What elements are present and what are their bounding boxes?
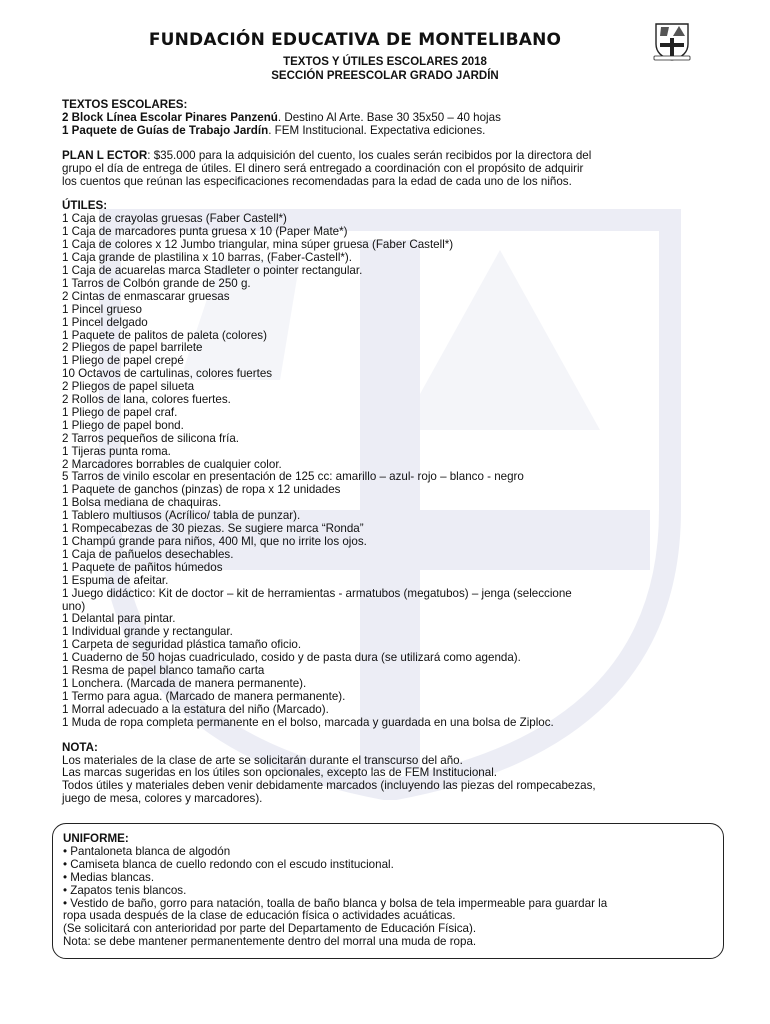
utiles-list-item: 1 Caja de colores x 12 Jumbo triangular, mina súper gruesa (Faber Castell*) <box>62 238 454 252</box>
utiles-list-item: 2 Pliegos de papel silueta <box>62 380 195 394</box>
utiles-list-item: 1 Pliego de papel crepé <box>62 354 184 368</box>
utiles-list-item: 1 Carpeta de seguridad plástica tamaño oficio. <box>62 638 302 652</box>
plan-lector-line: los cuentos que reúnan las especificaciones recomendadas para la edad de cada uno de los niños. <box>62 174 572 188</box>
subtitle-section: SECCIÓN PREESCOLAR GRADO JARDÍN <box>271 70 499 82</box>
utiles-list-item: uno) <box>62 599 86 613</box>
uniforme-content <box>63 833 721 949</box>
uniforme-list-item: ropa usada después de la clase de educación física o actividades acuáticas. <box>63 909 456 923</box>
utiles-list-item: 1 Juego didáctico: Kit de doctor – kit de herramientas - armatubos (megatubos) – jenga (seleccione <box>62 586 572 600</box>
utiles-list-item: 1 Termo para agua. (Marcado de manera permanente). <box>62 689 346 703</box>
plan-lector-paragraph <box>62 150 722 163</box>
utiles-list-item: 1 Caja de crayolas gruesas (Faber Castell*) <box>62 212 287 226</box>
nota-line: juego de mesa, colores y marcadores). <box>62 792 263 806</box>
uniforme-heading: UNIFORME: <box>63 832 129 845</box>
utiles-list-item: 2 Cintas de enmascarar gruesas <box>62 289 230 303</box>
utiles-list-item: 1 Pliego de papel bond. <box>62 418 184 432</box>
nota-line: Las marcas sugeridas en los útiles son opcionales, excepto las de FEM Institucional. <box>62 766 497 780</box>
uniforme-list-item: • Pantaloneta blanca de algodón <box>63 844 231 858</box>
utiles-list-item: 1 Pincel grueso <box>62 302 142 316</box>
utiles-list-item: 2 Pliegos de papel barrilete <box>62 341 203 355</box>
utiles-list-item: 1 Cuaderno de 50 hojas cuadriculado, cosido y de pasta dura (se utilizará como agenda). <box>62 651 521 665</box>
uniforme-list-item: • Vestido de baño, gorro para natación, toalla de baño blanca y bolsa de tela impermeable para guardar la <box>63 896 608 910</box>
utiles-list-item: 1 Rompecabezas de 30 piezas. Se sugiere marca “Ronda” <box>62 522 364 536</box>
utiles-list <box>62 213 722 729</box>
utiles-list-item: 1 Pliego de papel craf. <box>62 405 178 419</box>
subtitle-year: TEXTOS Y ÚTILES ESCOLARES 2018 <box>283 56 487 68</box>
utiles-list-item: 2 Tarros pequeños de silicona fría. <box>62 431 240 445</box>
utiles-list-item: 1 Paquete de ganchos (pinzas) de ropa x 12 unidades <box>62 483 341 497</box>
utiles-list-item: 1 Morral adecuado a la estatura del niño (Marcado). <box>62 702 329 716</box>
utiles-list-item: 1 Caja grande de plastilina x 10 barras, (Faber-Castell*). <box>62 251 352 265</box>
textos-heading: TEXTOS ESCOLARES: <box>62 98 188 111</box>
utiles-list-item: 1 Caja de pañuelos desechables. <box>62 547 234 561</box>
plan-lector-label: PLAN L ECTOR <box>62 148 148 162</box>
utiles-list-item: 1 Paquete de palitos de paleta (colores) <box>62 328 267 342</box>
plan-lector-text: : $35.000 para la adquisición del cuento, los cuales serán recibidos por la directora del <box>147 148 592 162</box>
utiles-list-item: 1 Tarros de Colbón grande de 250 g. <box>62 276 251 290</box>
uniforme-list <box>63 846 721 949</box>
page-title: FUNDACIÓN EDUCATIVA DE MONTELIBANO <box>148 30 562 50</box>
nota-list <box>62 755 722 807</box>
utiles-list-item: 1 Caja de acuarelas marca Stadleter o pointer rectangular. <box>62 263 363 277</box>
utiles-list-item: 1 Bolsa mediana de chaquiras. <box>62 496 222 510</box>
utiles-list-item: 2 Rollos de lana, colores fuertes. <box>62 393 231 407</box>
textos-item <box>62 125 722 138</box>
utiles-list-item: 1 Paquete de pañitos húmedos <box>62 560 223 574</box>
textos-item-title: 1 Paquete de Guías de Trabajo Jardín <box>62 123 269 137</box>
nota-line: Los materiales de la clase de arte se solicitarán durante el transcurso del año. <box>62 753 463 767</box>
utiles-list-item: 1 Delantal para pintar. <box>62 612 176 626</box>
nota-line: Todos útiles y materiales deben venir debidamente marcados (incluyendo las piezas del rompecabezas, <box>62 779 596 793</box>
utiles-list-item: 1 Espuma de afeitar. <box>62 573 169 587</box>
uniforme-list-item: (Se solicitará con anterioridad por parte del Departamento de Educación Física). <box>63 922 477 936</box>
utiles-list-item: 1 Pincel delgado <box>62 315 148 329</box>
utiles-list-item: 10 Octavos de cartulinas, colores fuertes <box>62 367 273 381</box>
utiles-list-item: 1 Muda de ropa completa permanente en el bolso, marcada y guardada en una bolsa de Ziploc. <box>62 715 554 729</box>
uniforme-list-item: • Medias blancas. <box>63 870 155 884</box>
textos-item-title: 2 Block Línea Escolar Pinares Panzenú <box>62 110 278 124</box>
utiles-heading: ÚTILES: <box>62 199 108 213</box>
uniforme-list-item: • Camiseta blanca de cuello redondo con el escudo institucional. <box>63 857 394 871</box>
utiles-list-item: 1 Tijeras punta roma. <box>62 444 171 458</box>
main-content <box>62 99 722 806</box>
textos-item-detail: . Destino Al Arte. Base 30 35x50 – 40 hojas <box>277 110 501 124</box>
plan-lector-line: grupo el día de entrega de útiles. El dinero será entregado a coordinación con el propósito de adquirir <box>62 161 584 175</box>
utiles-list-item: 1 Individual grande y rectangular. <box>62 625 233 639</box>
utiles-list-item: 1 Tablero multiusos (Acrílico/ tabla de punzar). <box>62 509 301 523</box>
utiles-list-item: 1 Resma de papel blanco tamaño carta <box>62 664 265 678</box>
utiles-list-item: 1 Champú grande para niños, 400 Ml, que no irrite los ojos. <box>62 535 367 548</box>
uniforme-list-item: Nota: se debe mantener permanentemente dentro del morral una muda de ropa. <box>63 935 477 949</box>
utiles-list-item: 5 Tarros de vinilo escolar en presentación de 125 cc: amarillo – azul- rojo – blanco - negro <box>62 470 524 484</box>
utiles-list-item: 2 Marcadores borrables de cualquier color. <box>62 457 282 471</box>
textos-item-detail: . FEM Institucional. Expectativa ediciones. <box>268 123 486 137</box>
nota-heading: NOTA: <box>62 740 98 754</box>
utiles-list-item: 1 Lonchera. (Marcada de manera permanente). <box>62 676 307 690</box>
utiles-list-item: 1 Caja de marcadores punta gruesa x 10 (Paper Mate*) <box>62 225 348 239</box>
uniforme-list-item: • Zapatos tenis blancos. <box>63 883 187 897</box>
